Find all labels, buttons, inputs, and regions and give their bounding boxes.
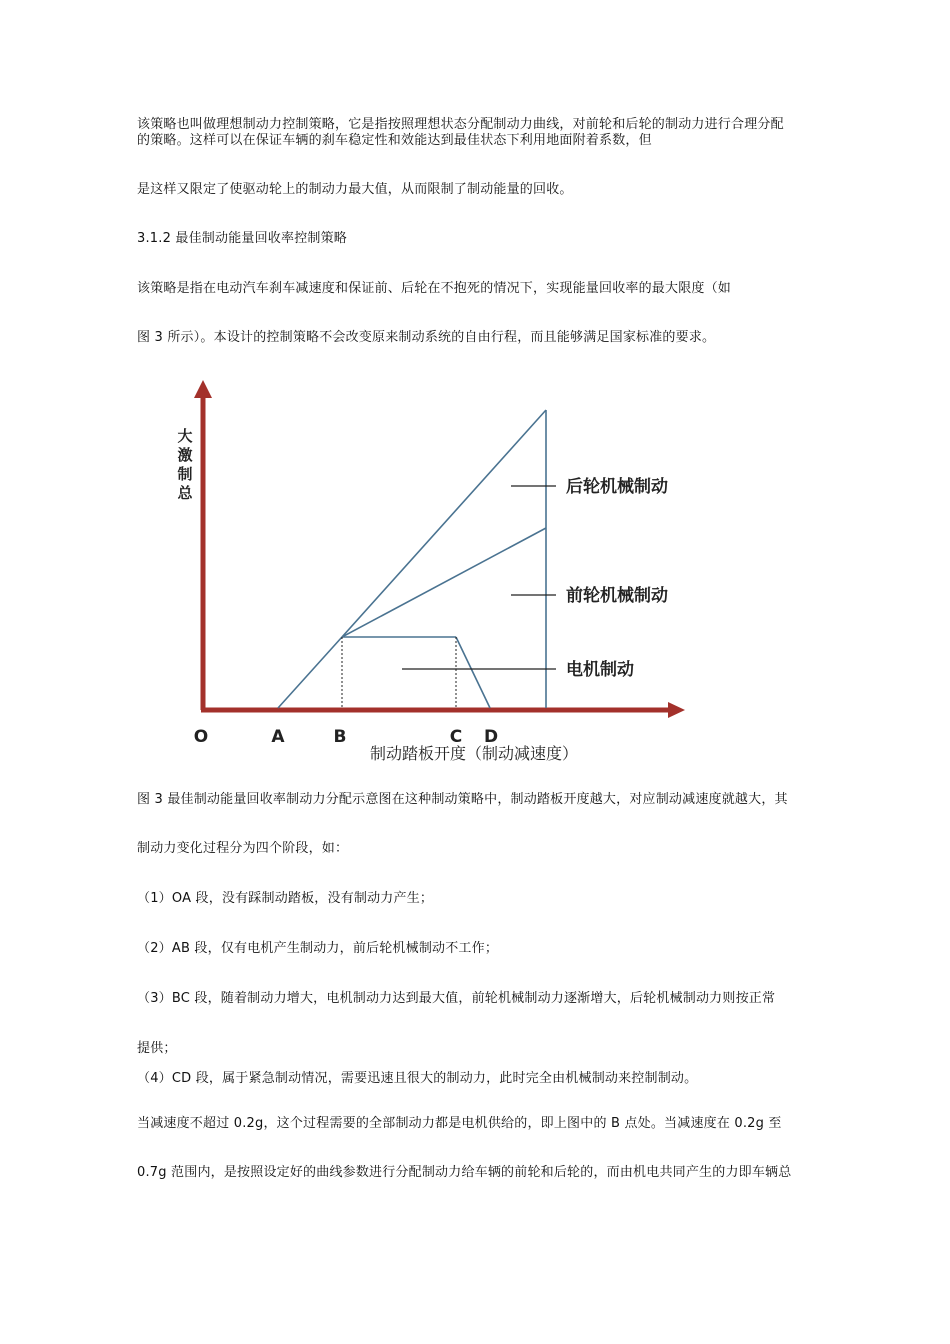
legend-front-label: 前轮机械制动: [566, 586, 668, 606]
x-tick-b: B: [333, 727, 347, 747]
paragraph-2-line-2: 图 3 所示）。本设计的控制策略不会改变原来制动系统的自由行程，而且能够满足国家标准的要求。: [137, 330, 716, 345]
figure-caption-line-1: 图 3 最佳制动能量回收率制动力分配示意图在这种制动策略中，制动踏板开度越大，对应制动减速度就越大，其: [137, 792, 788, 807]
legend-rear-label: 后轮机械制动: [566, 477, 668, 497]
stage-4-item: （4）CD 段，属于紧急制动情况，需要迅速且很大的制动力，此时完全由机械制动来控制制动。: [137, 1071, 698, 1086]
figure-caption-line-2: 制动力变化过程分为四个阶段，如：: [137, 841, 349, 856]
paragraph-2-line-1: 该策略是指在电动汽车刹车减速度和保证前、后轮在不抱死的情况下，实现能量回收率的最大限度（如: [137, 281, 732, 296]
y-title-char-4: 总: [177, 484, 193, 502]
stage-3-item-line-1: （3）BC 段，随着制动力增大，电机制动力达到最大值，前轮机械制动力逐渐增大，后轮机械制动力则按正常: [137, 991, 776, 1006]
y-axis-arrow: [194, 380, 212, 398]
x-tick-d: D: [483, 727, 499, 747]
section-heading: 3.1.2 最佳制动能量回收率控制策略: [137, 231, 348, 246]
x-tick-c: C: [449, 727, 463, 747]
y-title-char-2: 激: [177, 446, 193, 464]
x-axis-title: 制动踏板开度（制动减速度）: [369, 744, 579, 763]
y-title-char-1: 大: [177, 427, 193, 445]
paragraph-1-line-1: 该策略也叫做理想制动力控制策略，它是指按照理想状态分配制动力曲线，对前轮和后轮的制动力进行合理分配: [137, 117, 784, 132]
stage-3-item-line-2: 提供；: [137, 1041, 177, 1056]
stage-1-item: （1）OA 段，没有踩制动踏板，没有制动力产生；: [137, 891, 434, 906]
y-title-char-3: 制: [177, 465, 193, 483]
rear-brake-line: [342, 410, 546, 637]
motor-brake-decline: [456, 637, 490, 708]
paragraph-3-line-1: 当减速度不超过 0.2g，这个过程需要的全部制动力都是电机供给的，即上图中的 B 点处。当减速度在 0.2g 至: [137, 1116, 782, 1131]
legend-motor-label: 电机制动: [566, 660, 634, 680]
segment-ab-line: [278, 637, 342, 708]
paragraph-3-line-2: 0.7g 范围内，是按照设定好的曲线参数进行分配制动力给车辆的前轮和后轮的，而由机电共同产生的力即车辆总: [137, 1165, 792, 1180]
paragraph-1-line-2: 的策略。这样可以在保证车辆的刹车稳定性和效能达到最佳状态下利用地面附着系数，但: [137, 133, 652, 148]
x-tick-o: O: [193, 727, 209, 747]
x-axis-arrow: [668, 702, 685, 718]
x-tick-a: A: [271, 727, 285, 747]
paragraph-1-line-3: 是这样又限定了使驱动轮上的制动力最大值，从而限制了制动能量的回收。: [137, 182, 573, 197]
front-brake-line: [342, 528, 546, 637]
stage-2-item: （2）AB 段，仅有电机产生制动力，前后轮机械制动不工作；: [137, 941, 499, 956]
